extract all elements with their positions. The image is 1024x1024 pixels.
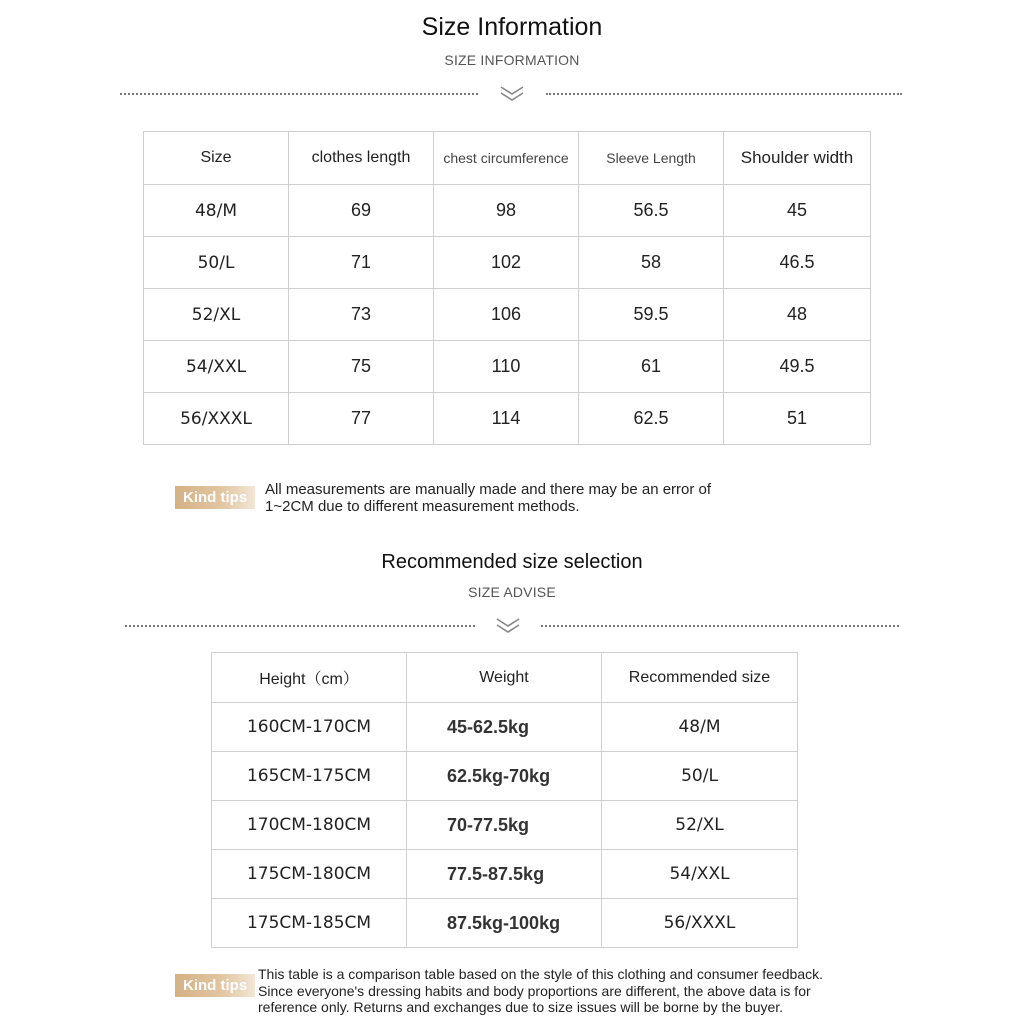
size-information-subtitle: SIZE INFORMATION — [444, 52, 580, 68]
cell-recommended-size: 52/XL — [602, 801, 798, 850]
dotted-line-right — [541, 625, 899, 627]
dotted-line-left — [125, 625, 475, 627]
cell-shoulder: 51 — [724, 393, 871, 445]
header-shoulder-width: Shoulder width — [724, 132, 871, 185]
table-row — [212, 801, 798, 850]
header-recommended-size: Recommended size — [602, 653, 798, 703]
cell-sleeve: 59.5 — [579, 289, 724, 341]
dotted-line-left — [120, 93, 478, 95]
cell-height: 175CM-180CM — [212, 850, 407, 899]
cell-shoulder: 45 — [724, 185, 871, 237]
double-chevron-down-icon — [495, 616, 521, 636]
tip-line: 1~2CM due to different measurement methods. — [265, 498, 580, 515]
tip-line: Since everyone's dressing habits and body proportions are different, the above data is for — [258, 982, 811, 999]
cell-sleeve: 62.5 — [579, 393, 724, 445]
cell-height: 165CM-175CM — [212, 752, 407, 801]
cell-shoulder: 46.5 — [724, 237, 871, 289]
cell-recommended-size: 56/XXXL — [602, 899, 798, 948]
cell-size: 52/XL — [144, 289, 289, 341]
cell-weight: 62.5kg-70kg — [407, 752, 602, 801]
cell-weight: 45-62.5kg — [407, 703, 602, 752]
header-height: Height（cm） — [212, 653, 407, 703]
cell-chest: 114 — [434, 393, 579, 445]
cell-size: 48/M — [144, 185, 289, 237]
cell-shoulder: 49.5 — [724, 341, 871, 393]
cell-sleeve: 56.5 — [579, 185, 724, 237]
recommended-size-table — [211, 652, 798, 948]
cell-recommended-size: 48/M — [602, 703, 798, 752]
table-row — [144, 237, 871, 289]
size-information-title: Size Information — [421, 13, 603, 41]
cell-chest: 110 — [434, 341, 579, 393]
table-header-row — [212, 653, 798, 703]
dotted-line-right — [546, 93, 902, 95]
header-chest-circumference: chest circumference — [434, 132, 579, 185]
table-row — [144, 341, 871, 393]
cell-size: 56/XXXL — [144, 393, 289, 445]
cell-weight: 87.5kg-100kg — [407, 899, 602, 948]
tip-line: All measurements are manually made and there may be an error of — [265, 481, 712, 498]
cell-weight: 77.5-87.5kg — [407, 850, 602, 899]
header-clothes-length: clothes length — [289, 132, 434, 185]
cell-clothes-length: 73 — [289, 289, 434, 341]
table-row — [212, 752, 798, 801]
section-divider — [0, 616, 1024, 636]
cell-sleeve: 61 — [579, 341, 724, 393]
size-advise-subtitle: SIZE ADVISE — [468, 584, 556, 600]
table-row — [212, 899, 798, 948]
cell-size: 54/XXL — [144, 341, 289, 393]
cell-clothes-length: 77 — [289, 393, 434, 445]
table-row — [144, 393, 871, 445]
cell-recommended-size: 50/L — [602, 752, 798, 801]
cell-height: 170CM-180CM — [212, 801, 407, 850]
cell-chest: 98 — [434, 185, 579, 237]
cell-clothes-length: 71 — [289, 237, 434, 289]
header-size: Size — [144, 132, 289, 185]
header-weight: Weight — [407, 653, 602, 703]
cell-chest: 102 — [434, 237, 579, 289]
cell-chest: 106 — [434, 289, 579, 341]
table-row — [212, 703, 798, 752]
section-divider — [0, 84, 1024, 104]
cell-clothes-length: 69 — [289, 185, 434, 237]
table-header-row — [144, 132, 871, 185]
double-chevron-down-icon — [499, 84, 525, 104]
recommended-size-title: Recommended size selection — [381, 551, 643, 573]
kind-tips-badge: Kind tips — [175, 974, 255, 997]
disclaimer-tip-text — [258, 966, 823, 1016]
cell-weight: 70-77.5kg — [407, 801, 602, 850]
cell-shoulder: 48 — [724, 289, 871, 341]
header-sleeve-length: Sleeve Length — [579, 132, 724, 185]
cell-sleeve: 58 — [579, 237, 724, 289]
table-row — [212, 850, 798, 899]
tip-line: reference only. Returns and exchanges due to size issues will be borne by the buyer. — [258, 999, 784, 1015]
tip-line: This table is a comparison table based on the style of this clothing and consumer feedback. — [258, 966, 823, 982]
table-row — [144, 185, 871, 237]
cell-clothes-length: 75 — [289, 341, 434, 393]
cell-recommended-size: 54/XXL — [602, 850, 798, 899]
cell-size: 50/L — [144, 237, 289, 289]
cell-height: 175CM-185CM — [212, 899, 407, 948]
kind-tips-badge: Kind tips — [175, 486, 255, 509]
size-information-table — [143, 131, 871, 445]
table-row — [144, 289, 871, 341]
measurement-tip-text — [265, 481, 711, 515]
cell-height: 160CM-170CM — [212, 703, 407, 752]
